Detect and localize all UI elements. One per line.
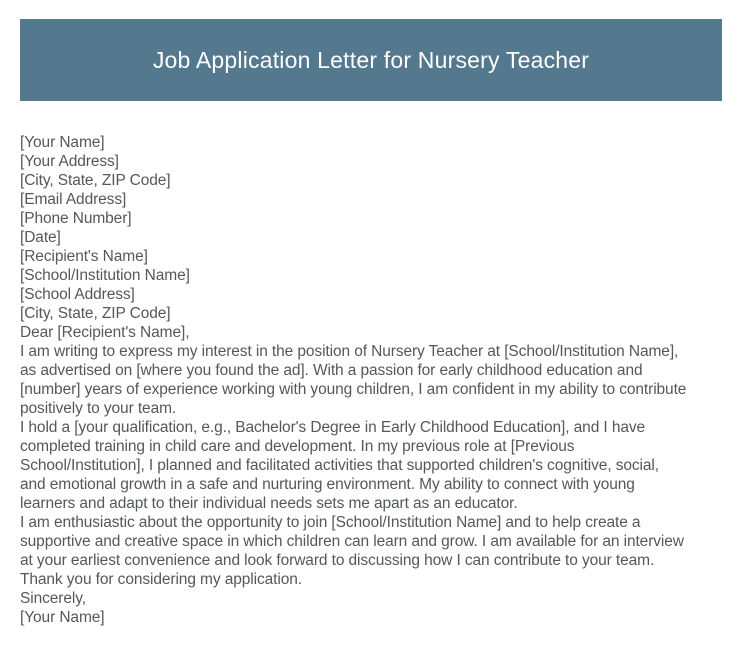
letter-line: learners and adapt to their individual needs sets me apart as an educator. — [20, 495, 518, 512]
letter-line: [City, State, ZIP Code] — [20, 305, 171, 322]
letter-line: [Email Address] — [20, 191, 127, 208]
letter-paragraph — [20, 570, 726, 589]
letter-line: at your earliest convenience and look forward to discussing how I can contribute to your team. — [20, 552, 655, 569]
letter-line: as advertised on [where you found the ad]. With a passion for early childhood education and — [20, 362, 643, 379]
sender-address-block — [20, 133, 726, 228]
letter-line: [Your Address] — [20, 153, 119, 170]
letter-line: Thank you for considering my application. — [20, 571, 302, 588]
letter-line: [Recipient's Name] — [20, 248, 148, 265]
letter-line: [Phone Number] — [20, 210, 132, 227]
letter-line: supportive and creative space in which children can learn and grow. I am available for an interview — [20, 533, 684, 550]
recipient-address-block — [20, 247, 726, 323]
letter-line: [Your Name] — [20, 134, 105, 151]
letter-title-banner — [20, 19, 722, 101]
page-title: Job Application Letter for Nursery Teacher — [152, 46, 590, 73]
signature: [Your Name] — [20, 609, 105, 626]
letter-body — [20, 133, 726, 627]
letter-line: I hold a [your qualification, e.g., Bachelor's Degree in Early Childhood Education], and I have — [20, 419, 646, 436]
letter-line: completed training in child care and development. In my previous role at [Previous — [20, 438, 575, 455]
letter-line: [number] years of experience working with young children, I am confident in my ability to contribute — [20, 381, 687, 398]
letter-line: School/Institution], I planned and facilitated activities that supported children's cognitive, social, — [20, 457, 659, 474]
letter-line: and emotional growth in a safe and nurturing environment. My ability to connect with young — [20, 476, 635, 493]
letter-line: [School/Institution Name] — [20, 267, 190, 284]
letter-line: positively to your team. — [20, 400, 177, 417]
letter-paragraph — [20, 513, 726, 570]
date-line: [Date] — [20, 229, 61, 246]
closing: Sincerely, — [20, 590, 86, 607]
letter-line: I am enthusiastic about the opportunity to join [School/Institution Name] and to help create a — [20, 514, 641, 531]
letter-line: [School Address] — [20, 286, 135, 303]
letter-paragraph — [20, 342, 726, 418]
letter-line: [City, State, ZIP Code] — [20, 172, 171, 189]
letter-paragraph — [20, 418, 726, 513]
letter-line: I am writing to express my interest in the position of Nursery Teacher at [School/Institution Name], — [20, 343, 679, 360]
letter-paragraphs — [20, 342, 726, 589]
salutation: Dear [Recipient's Name], — [20, 324, 190, 341]
